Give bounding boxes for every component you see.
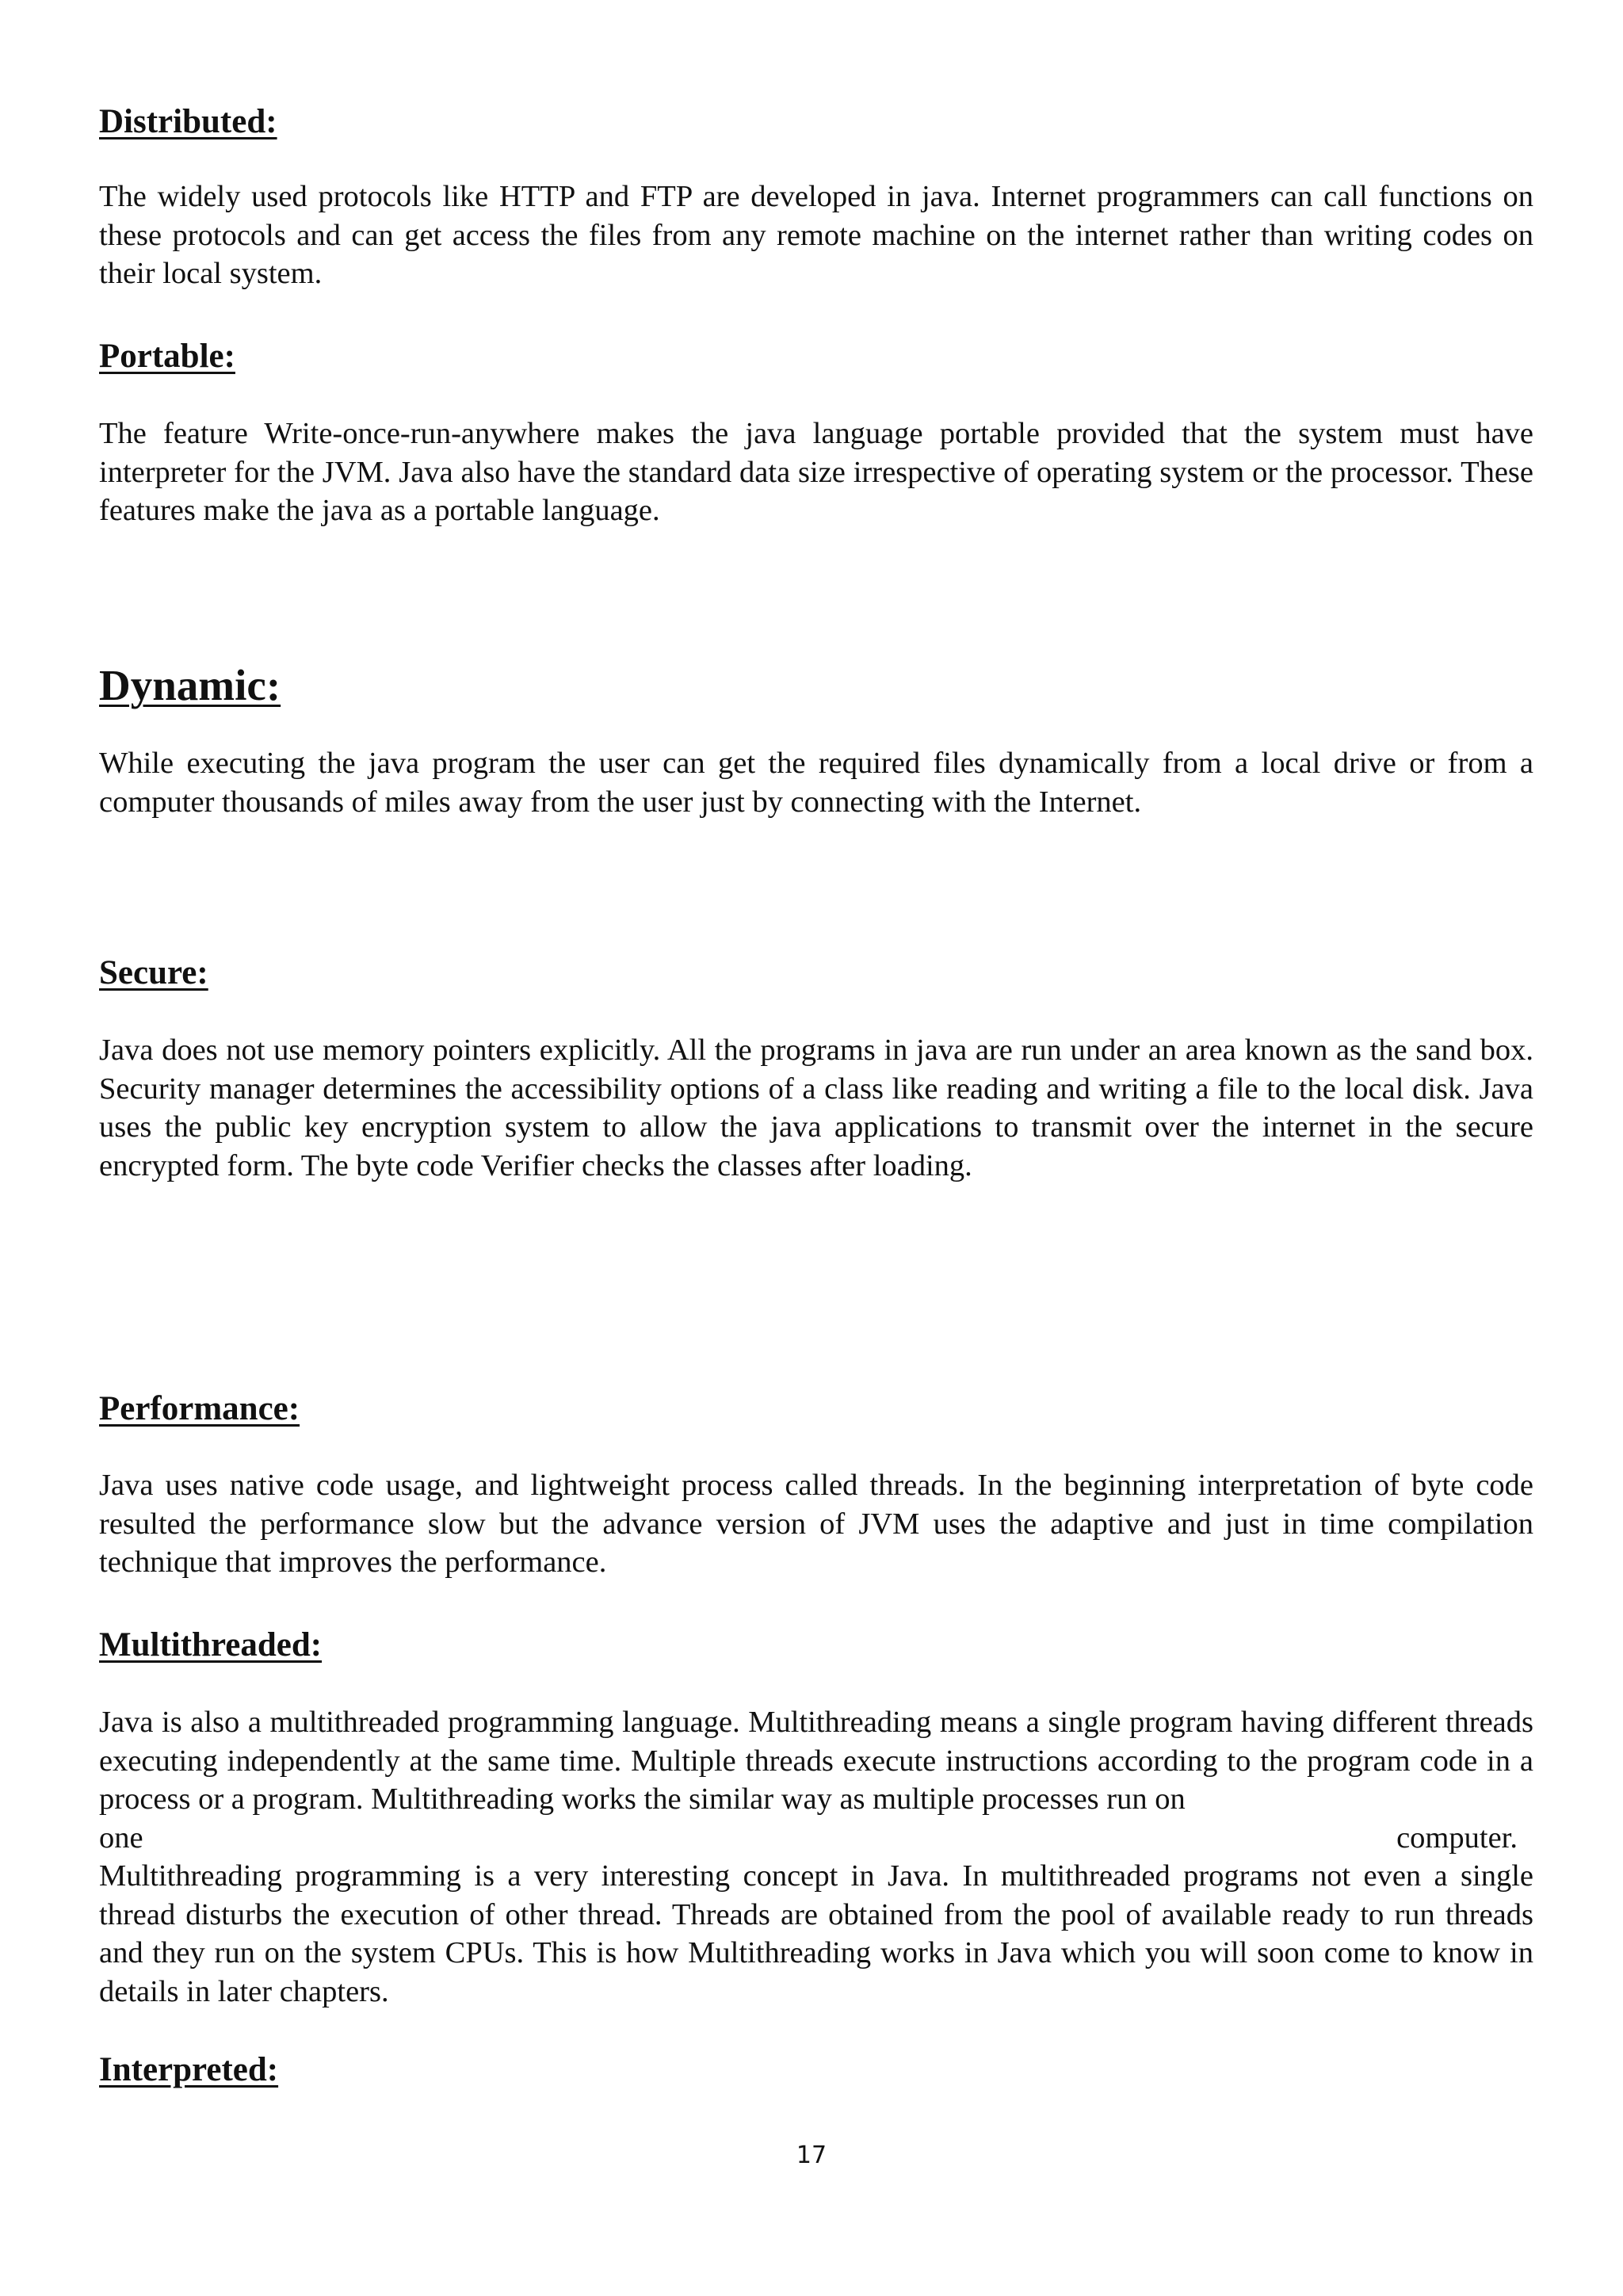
paragraph-performance: Java uses native code usage, and lightweight process called threads. In the beginning interpretation of byte code resulted the performance slow but the advance version of JVM uses the adaptive and just in time compilation technique that improves the performance. [99, 1469, 1533, 1579]
section-interpreted [99, 2050, 1533, 2091]
paragraph-distributed: The widely used protocols like HTTP and FTP are developed in java. Internet programmers can call functions on these protocols and can get access the files from any remote machine on the internet rather than writing codes on their local system. [99, 180, 1533, 290]
split-line-left: one [99, 1820, 143, 1855]
heading-multithreaded: Multithreaded: [99, 1626, 323, 1664]
section-multithreaded [99, 1625, 1533, 2008]
heading-secure: Secure: [99, 954, 208, 991]
section-dynamic [99, 661, 1533, 819]
section-performance [99, 1389, 1533, 1579]
heading-distributed: Distributed: [99, 103, 277, 140]
paragraph-multithreaded-part1: Java is also a multithreaded programming language. Multithreading means a single program having different threads executing independently at the same time. Multiple threads execute instructions according to the program code in a process or a program. Multithreading works the similar way as multiple processes run on [99, 1706, 1533, 1816]
heading-portable: Portable: [99, 338, 235, 375]
split-justified-line [99, 1819, 1518, 1858]
section-distributed [99, 101, 1533, 290]
page-number: 17 [796, 2141, 827, 2169]
paragraph-multithreaded-part2: Multithreading programming is a very interesting concept in Java. In multithreaded programs not even a single thread disturbs the execution of other thread. Threads are obtained from the pool of available ready to run threads and they run on the system CPUs. This is how Multithreading works in Java which you will soon come to know in details in later chapters. [99, 1859, 1533, 2008]
section-portable [99, 336, 1533, 527]
split-line-right: computer. [1396, 1820, 1518, 1855]
paragraph-dynamic: While executing the java program the user can get the required files dynamically from a local drive or from a computer thousands of miles away from the user just by connecting with the Internet. [99, 747, 1533, 819]
heading-dynamic: Dynamic: [99, 661, 281, 709]
heading-performance: Performance: [99, 1390, 300, 1427]
paragraph-secure: Java does not use memory pointers explicitly. All the programs in java are run under an area known as the sand box. Security manager determines the accessibility options of a class like reading and writing a file to the local disk. Java uses the public key encryption system to allow the java applications to transmit over the internet in the secure encrypted form. The byte code Verifier checks the classes after loading. [99, 1033, 1533, 1182]
section-secure [99, 953, 1533, 1182]
paragraph-portable: The feature Write-once-run-anywhere makes the java language portable provided that the system must have interpreter for the JVM. Java also have the standard data size irrespective of operating system or the processor. These features make the java as a portable language. [99, 417, 1533, 527]
heading-interpreted: Interpreted: [99, 2051, 279, 2088]
